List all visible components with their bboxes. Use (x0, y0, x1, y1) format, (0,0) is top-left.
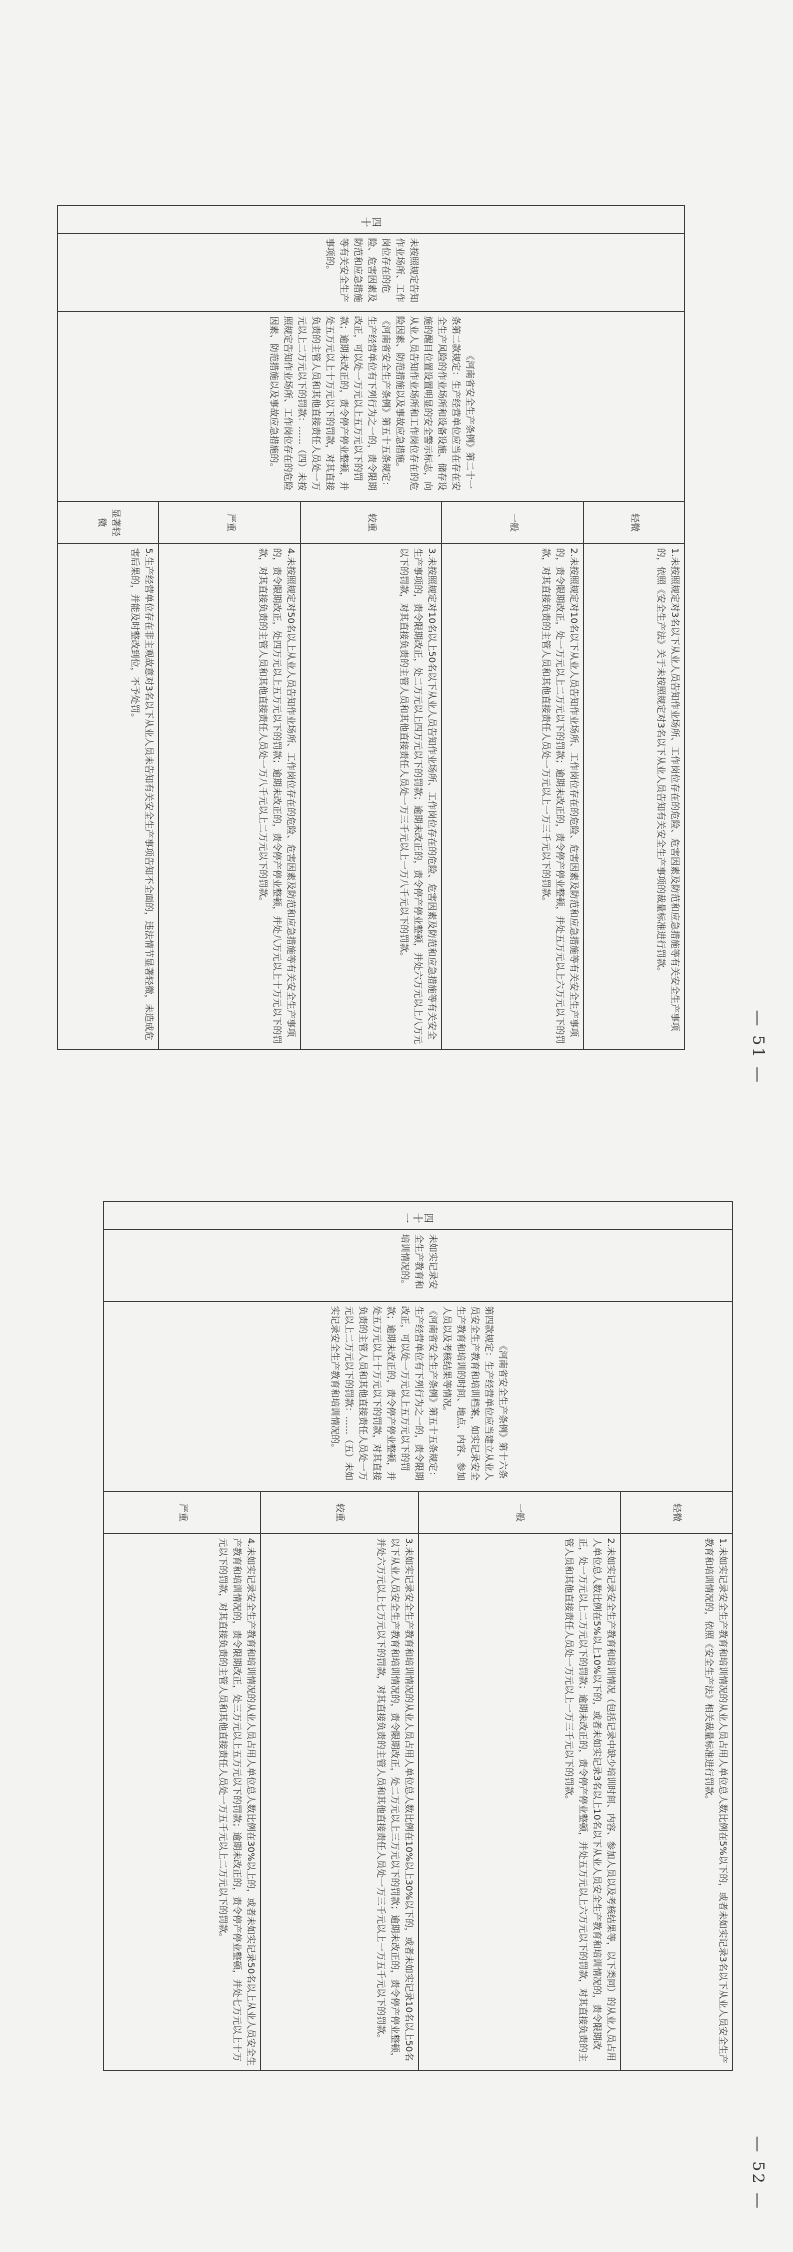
page-number: — 52 — (749, 2136, 768, 2211)
illegal-conduct-text: 未如实记录安全生产教育和培训情况的。 (399, 1234, 438, 1290)
level-cell: 一般 (418, 1492, 620, 1534)
level-cell: 较重 (261, 1492, 418, 1534)
level-cell: 严重 (159, 502, 301, 544)
illegal-conduct-cell (58, 234, 685, 312)
standard-cell: 1.未按照规定对3名以下从业人员告知作业场所、工作岗位存在的危险、危害因素及防范和应急措施等有关安全生产事项的，依照《安全生产法》关于未按照规定对3名以下从业人员告知有关安全生产事项的裁量标准进行罚款。 (583, 544, 684, 1050)
standard-cell: 1.未如实记录安全生产教育和培训情况的从业人员占用人单位总人数比例在5%以下的，或者未如实记录3名以下从业人员安全生产教育和培训情况的，依照《安全生产法》相关裁量标准进行罚款。 (620, 1534, 732, 2071)
page-number: — 51 — (749, 1010, 768, 1085)
page-52-content (0, 1126, 793, 2252)
table-row (620, 1202, 732, 2071)
standard-cell: 2.未如实记录安全生产教育和培训情况（包括记录中缺少培训时间、内容、参加人员以及考核结果等，以下类同）的从业人员占用人单位总人数比例在5%以上10%以下的，或者未如实记录3名以上10名以下从业人员安全生产教育和培训情况的，责令限期改正，处一万元以上二万元以下的罚款；逾期未改正的，责令停产停业整顿，并处五万元以上六万元以下的罚款，对其直接负责的主管人员和其他直接责任人员处一万元以上一万三千元以下的罚款。 (418, 1534, 620, 2071)
illegal-conduct-cell (104, 1230, 733, 1302)
illegal-conduct-text: 未按照规定告知作业场所、工作岗位存在的危险、危害因素及防范和应急措施等有关安全生产事项的。 (324, 238, 419, 303)
level-cell: 严重 (104, 1492, 261, 1534)
item-number: 四十 (58, 206, 685, 234)
legal-basis-cell (104, 1302, 733, 1492)
table-row (583, 206, 684, 1050)
standard-cell: 3.未按照规定对10名以上50名以下从业人员告知作业场所、工作岗位存在的危险、危害因素及防范和应急措施等有关安全生产事项的，责令限期改正，处二万元以上四万元以下的罚款；逾期未改正的，责令停产停业整顿，并处六万元以上八万元以下的罚款，对其直接负责的主管人员和其他直接责任人员处一万三千元以上一万八千元以下的罚款。 (300, 544, 442, 1050)
standard-cell: 2.未按照规定对10名以下从业人员告知作业场所、工作岗位存在的危险、危害因素及防范和应急措施等有关安全生产事项的，责令限期改正，处一万元以上二万元以下的罚款；逾期未改正的，责令停产停业整顿，并处五万元以上六万元以下的罚款，对其直接负责的主管人员和其他直接责任人员处一万元以上一万三千元以下的罚款。 (442, 544, 584, 1050)
level-cell: 轻微 (583, 502, 684, 544)
item-number: 四十一 (104, 1202, 733, 1230)
level-cell: 较重 (300, 502, 442, 544)
standard-cell: 3.未如实记录安全生产教育和培训情况的从业人员占用人单位总人数比例在10%以上30%以下的，或者未如实记录10名以上50名以下从业人员安全生产教育和培训情况的，责令限期改正，处二万元以上三万元以下的罚款；逾期未改正的，责令停产停业整顿，并处六万元以上七万元以下的罚款，对其直接负责的主管人员和其他直接责任人员处一万三千元以上一万五千元以下的罚款。 (261, 1534, 418, 2071)
regulation-table (103, 1201, 733, 2071)
standard-cell: 4.未按照规定对50名以上从业人员告知作业场所、工作岗位存在的危险、危害因素及防范和应急措施等有关安全生产事项的，责令限期改正，处四万元以上五万元以下的罚款；逾期未改正的，责令停产停业整顿，并处八万元以上十万元以下的罚款，对其直接负责的主管人员和其他直接责任人员处一万八千元以上二万元以下的罚款。 (159, 544, 301, 1050)
standard-cell: 5.生产经营单位存在非主观故意对3名以下从业人员未告知有关安全生产事项告知不全面的，违法情节显著轻微，未造成危害后果的，并能及时整改到位，不予处罚。 (58, 544, 159, 1050)
level-cell: 一般 (442, 502, 584, 544)
level-cell: 显著轻微 (58, 502, 159, 544)
legal-basis-text: 《河南省安全生产条例》第二十一条第二款规定：生产经营单位应当在存在安全生产风险的作业场所和设备设施、储存设施的醒目位置设置明显的安全警示标志，向从业人员告知作业场所和工作岗位存在的危险因素、防范措施以及事故应急措施。 《河南省安全生产条例》第五十五条规定：生产经营单位有下列行为之一的，责令限期改正，可以处一万元以上五万元以下的罚款；逾期未改正的，责令停产停业整顿，并处五万元以上十万元以下的罚款，对其直接负责的主管人员和其他直接责任人员处一万元以上二万元以下的罚款：……（四）未按照规定告知作业场所、工作岗位存在的危险因素、防范措施以及事故应急措施的。 (268, 316, 475, 491)
regulation-table (57, 205, 685, 1050)
page-52 (0, 1126, 793, 2252)
legal-basis-cell (58, 312, 685, 502)
standard-cell: 4.未如实记录安全生产教育和培训情况的从业人员占用人单位总人数比例在30%以上的，或者未如实记录50名以上从业人员安全生产教育和培训情况的，责令限期改正，处三万元以上五万元以下的罚款；逾期未改正的，责令停产停业整顿，并处七万元以上十万元以下的罚款，对其直接负责的主管人员和其他直接责任人员处一万五千元以上二万元以下的罚款。 (104, 1534, 261, 2071)
level-cell: 轻微 (620, 1492, 732, 1534)
legal-basis-text: 《河南省安全生产条例》第十六条第四款规定：生产经营单位应当建立从业人员安全生产教育和培训档案，如实记录安全生产教育和培训的时间、地点、内容、参加人员以及考核结果等情况。 《河南省安全生产条例》第五十五条规定：生产经营单位有下列行为之一的，责令限期改正，可以处一万元以上五万元以下的罚款；逾期未改正的，责令停产停业整顿，并处五万元以上十万元以下的罚款，对其直接负责的主管人员和其他直接责任人员处一万元以上二万元以下的罚款：……（五）未如实记录安全生产教育和培训情况的。 (329, 1306, 508, 1481)
